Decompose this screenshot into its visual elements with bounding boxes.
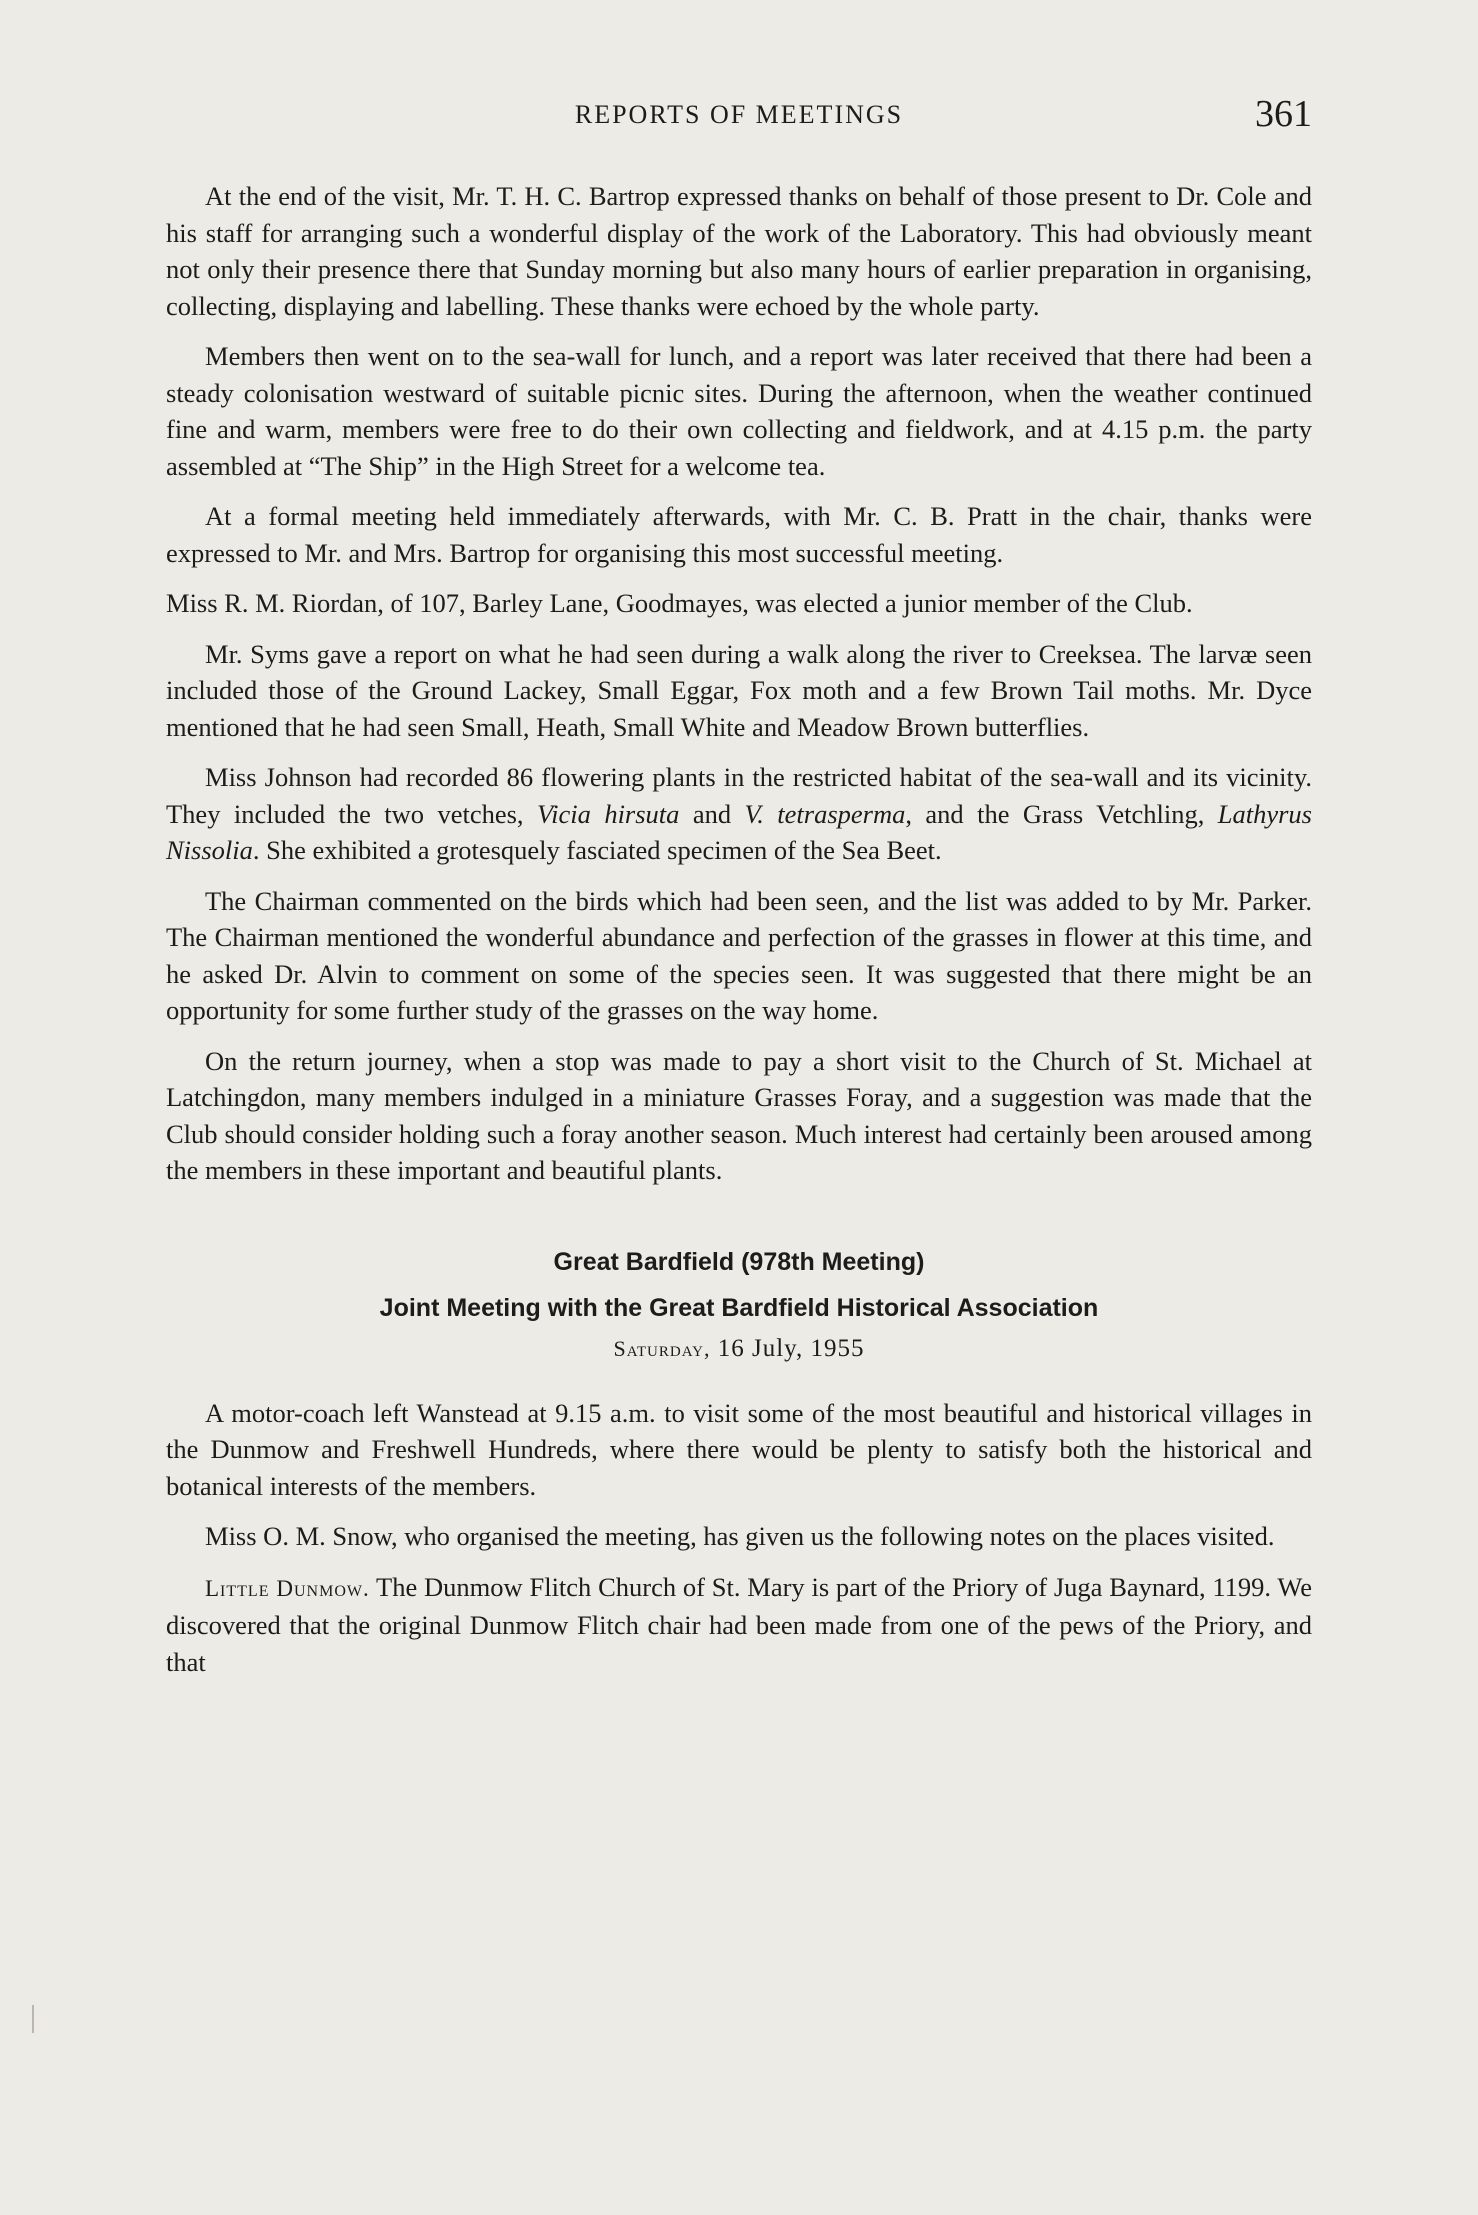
meeting-date-day: Saturday, [613, 1335, 711, 1361]
page-number: 361 [1255, 93, 1312, 135]
paragraph-chairman-birds: The Chairman commented on the birds which had been seen, and the list was added to by Mr. Parker. The Chairman mentioned the wonderful abundance and perfection of the grasses in flower at this time, and he asked Dr. Alvin to comment on some of the species seen. It was suggested that there might be an opportunity for some further study of the grasses on the way home. [166, 885, 1312, 1025]
meeting-date-rest: 16 July, 1955 [717, 1334, 865, 1362]
margin-mark [32, 2005, 34, 2033]
section-subheading: Joint Meeting with the Great Bardfield Historical Association [379, 1293, 1099, 1322]
text-span: Miss Johnson had recorded 86 flowering plants in the restricted habitat of the sea-wall and its vicinity. They included the two vetches, [166, 762, 1312, 829]
place-label: Little Dunmow. [205, 1575, 370, 1601]
paragraph-little-dunmow [166, 1569, 1312, 1681]
text-span: The Dunmow Flitch Church of St. Mary is part of the Priory of Juga Baynard, 1199. We discovered that the original Dunmow Flitch chair had been made from one of the pews of the Priory, and that [166, 1571, 1312, 1677]
meeting-date [166, 1335, 1312, 1363]
running-title: REPORTS OF MEETINGS [574, 100, 904, 129]
paragraph-thanks: At the end of the visit, Mr. T. H. C. Bartrop expressed thanks on behalf of those present to Dr. Cole and his staff for arranging such a wonderful display of the work of the Laboratory. This had obviously meant not only their presence there that Sunday morning but also many hours of earlier preparation in organising, collecting, displaying and labelling. These thanks were echoed by the whole party. [166, 181, 1312, 321]
species-name: Lathyrus Nissolia [166, 798, 1312, 865]
paragraph-syms-report: Mr. Syms gave a report on what he had seen during a walk along the river to Creeksea. The larvæ seen included those of the Ground Lackey, Small Eggar, Fox moth and a few Brown Tail moths. Mr. Dyce mentioned that he had seen Small, Heath, Small White and Meadow Brown butterflies. [166, 638, 1312, 742]
paragraph-return-journey: On the return journey, when a stop was made to pay a short visit to the Church of St. Michael at Latchingdon, many members indulged in a miniature Grasses Foray, and a suggestion was made that the Club should consider holding such a foray another season. Much interest had certainly been aroused among the members in these important and beautiful plants. [166, 1045, 1312, 1185]
running-header [166, 94, 1312, 134]
paragraph-new-member: Miss R. M. Riordan, of 107, Barley Lane, Goodmayes, was elected a junior member of the Club. [166, 588, 1193, 618]
species-name: Vicia hirsuta [536, 798, 680, 829]
paragraph-snow-notes: Miss O. M. Snow, who organised the meeting, has given us the following notes on the places visited. [205, 1521, 1275, 1551]
section-heading: Great Bardfield (978th Meeting) [553, 1247, 925, 1276]
paragraph-johnson-plants [166, 759, 1312, 869]
text-span: , and the Grass Vetchling, [905, 798, 1218, 829]
species-name: V. tetrasperma [744, 798, 906, 829]
paragraph-formal-meeting: At a formal meeting held immediately afterwards, with Mr. C. B. Pratt in the chair, thanks were expressed to Mr. and Mrs. Bartrop for organising this most successful meeting. [166, 501, 1312, 568]
body-text [166, 178, 1312, 1694]
text-span: and [679, 798, 745, 829]
paragraph-motor-coach: A motor-coach left Wanstead at 9.15 a.m. to visit some of the most beautiful and historical villages in the Dunmow and Freshwell Hundreds, where there would be plenty to satisfy both the historical and botanical interests of the members. [166, 1397, 1312, 1501]
paragraph-lunch: Members then went on to the sea-wall for lunch, and a report was later received that there had been a steady colonisation westward of suitable picnic sites. During the afternoon, when the weather continued fine and warm, members were free to do their own collecting and fieldwork, and at 4.15 p.m. the party assembled at “The Ship” in the High Street for a welcome tea. [166, 341, 1312, 481]
text-span: . She exhibited a grotesquely fasciated specimen of the Sea Beet. [252, 835, 942, 865]
